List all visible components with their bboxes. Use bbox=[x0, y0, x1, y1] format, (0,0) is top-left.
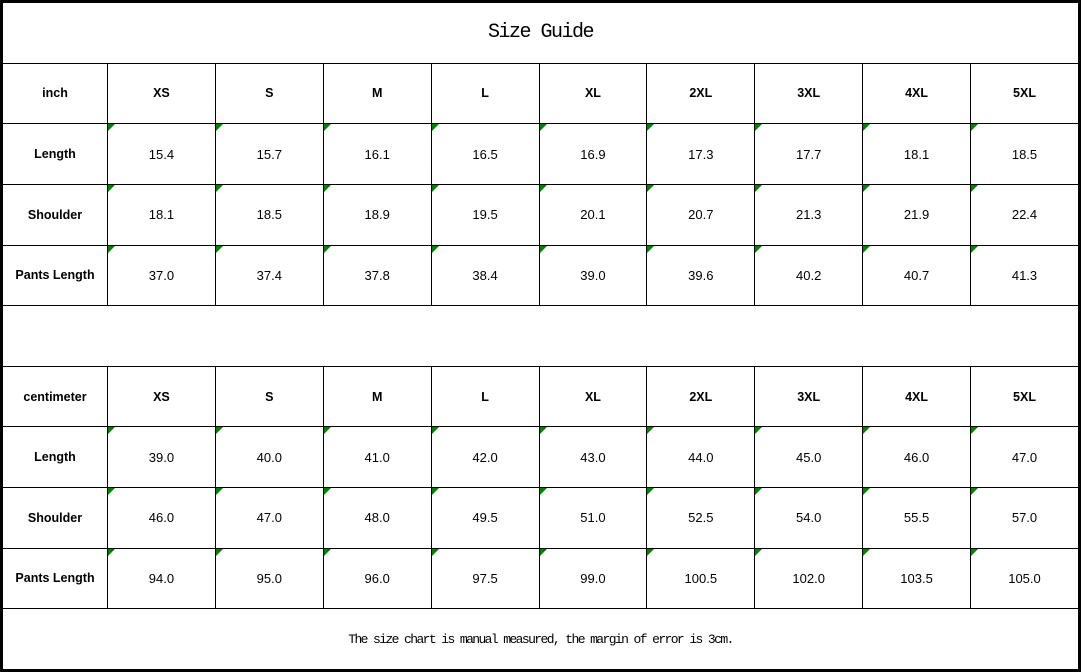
measurement-row bbox=[3, 184, 1079, 245]
green-corner-marker-icon bbox=[432, 549, 439, 556]
size-header-cell: 3XL bbox=[755, 366, 863, 427]
green-corner-marker-icon bbox=[863, 488, 870, 495]
measurement-value-cell bbox=[108, 488, 216, 549]
green-corner-marker-icon bbox=[324, 246, 331, 253]
measurement-value-cell bbox=[863, 548, 971, 609]
measurement-value: 18.5 bbox=[256, 207, 282, 223]
size-header-cell: 5XL bbox=[971, 366, 1079, 427]
measurement-value-cell bbox=[108, 548, 216, 609]
green-corner-marker-icon bbox=[324, 124, 331, 131]
size-header-cell: 2XL bbox=[647, 366, 755, 427]
green-corner-marker-icon bbox=[216, 185, 223, 192]
size-header-cell: 3XL bbox=[755, 63, 863, 124]
measurement-value-cell bbox=[863, 245, 971, 306]
measurement-value: 51.0 bbox=[580, 510, 606, 526]
green-corner-marker-icon bbox=[324, 549, 331, 556]
measurement-value-cell bbox=[431, 427, 539, 488]
measurement-value: 21.3 bbox=[796, 207, 822, 223]
measurement-value-cell bbox=[539, 124, 647, 185]
green-corner-marker-icon bbox=[755, 124, 762, 131]
measurement-value-cell bbox=[323, 184, 431, 245]
measurement-value-cell bbox=[971, 548, 1079, 609]
size-header-cell: M bbox=[323, 63, 431, 124]
size-header-cell: 2XL bbox=[647, 63, 755, 124]
measurement-value: 102.0 bbox=[792, 570, 825, 586]
measurement-value-cell bbox=[971, 488, 1079, 549]
green-corner-marker-icon bbox=[216, 427, 223, 434]
measurement-value: 99.0 bbox=[580, 570, 606, 586]
size-header-cell: S bbox=[215, 63, 323, 124]
green-corner-marker-icon bbox=[755, 488, 762, 495]
measurement-value-cell bbox=[431, 184, 539, 245]
measurement-value-cell bbox=[863, 184, 971, 245]
measurement-value: 18.1 bbox=[148, 207, 175, 223]
green-corner-marker-icon bbox=[108, 549, 115, 556]
measurement-value-cell bbox=[323, 488, 431, 549]
measurement-row bbox=[3, 124, 1079, 185]
measurement-value: 40.7 bbox=[903, 267, 930, 283]
measurement-value-cell bbox=[323, 548, 431, 609]
green-corner-marker-icon bbox=[216, 549, 223, 556]
measurement-row bbox=[3, 548, 1079, 609]
measurement-value: 37.0 bbox=[148, 267, 175, 283]
size-header-cell: XS bbox=[108, 366, 216, 427]
measurement-value-cell bbox=[431, 124, 539, 185]
row-label-cell: Length bbox=[3, 124, 108, 185]
green-corner-marker-icon bbox=[108, 246, 115, 253]
measurement-value-cell bbox=[647, 427, 755, 488]
row-label-cell: Shoulder bbox=[3, 488, 108, 549]
measurement-value: 52.5 bbox=[688, 510, 714, 526]
measurement-value: 20.7 bbox=[688, 207, 714, 223]
green-corner-marker-icon bbox=[540, 185, 547, 192]
green-corner-marker-icon bbox=[324, 488, 331, 495]
measurement-value-cell bbox=[108, 245, 216, 306]
measurement-value: 46.0 bbox=[903, 449, 930, 465]
measurement-value: 18.5 bbox=[1011, 146, 1038, 162]
footer-note: The size chart is manual measured, the margin of error is 3cm. bbox=[3, 609, 1079, 670]
green-corner-marker-icon bbox=[540, 488, 547, 495]
green-corner-marker-icon bbox=[108, 185, 115, 192]
measurement-value-cell bbox=[539, 245, 647, 306]
measurement-value: 47.0 bbox=[1011, 449, 1038, 465]
measurement-value: 41.0 bbox=[364, 449, 390, 465]
green-corner-marker-icon bbox=[540, 124, 547, 131]
measurement-value: 46.0 bbox=[148, 510, 175, 526]
green-corner-marker-icon bbox=[971, 549, 978, 556]
green-corner-marker-icon bbox=[971, 246, 978, 253]
size-header-cell: XL bbox=[539, 63, 647, 124]
size-header-cell: S bbox=[215, 366, 323, 427]
green-corner-marker-icon bbox=[755, 185, 762, 192]
measurement-value: 54.0 bbox=[796, 510, 822, 526]
measurement-value-cell bbox=[755, 427, 863, 488]
measurement-value-cell bbox=[863, 427, 971, 488]
green-corner-marker-icon bbox=[432, 427, 439, 434]
green-corner-marker-icon bbox=[108, 488, 115, 495]
size-header-cell: M bbox=[323, 366, 431, 427]
green-corner-marker-icon bbox=[971, 124, 978, 131]
green-corner-marker-icon bbox=[863, 549, 870, 556]
green-corner-marker-icon bbox=[108, 124, 115, 131]
measurement-value-cell bbox=[215, 548, 323, 609]
measurement-value-cell bbox=[647, 124, 755, 185]
green-corner-marker-icon bbox=[432, 124, 439, 131]
green-corner-marker-icon bbox=[216, 124, 223, 131]
green-corner-marker-icon bbox=[540, 427, 547, 434]
green-corner-marker-icon bbox=[540, 246, 547, 253]
measurement-value: 44.0 bbox=[688, 449, 714, 465]
measurement-value-cell bbox=[431, 488, 539, 549]
measurement-value: 100.5 bbox=[684, 570, 718, 586]
green-corner-marker-icon bbox=[647, 549, 654, 556]
measurement-value-cell bbox=[108, 427, 216, 488]
green-corner-marker-icon bbox=[971, 185, 978, 192]
green-corner-marker-icon bbox=[108, 427, 115, 434]
measurement-value-cell bbox=[647, 488, 755, 549]
measurement-value: 39.0 bbox=[580, 267, 606, 283]
measurement-value: 16.9 bbox=[580, 146, 606, 162]
measurement-value-cell bbox=[215, 184, 323, 245]
measurement-value: 48.0 bbox=[364, 510, 390, 526]
measurement-value-cell bbox=[539, 184, 647, 245]
measurement-value-cell bbox=[539, 488, 647, 549]
measurement-value-cell bbox=[431, 245, 539, 306]
measurement-value: 97.5 bbox=[472, 570, 498, 586]
green-corner-marker-icon bbox=[863, 124, 870, 131]
measurement-value-cell bbox=[215, 427, 323, 488]
green-corner-marker-icon bbox=[432, 246, 439, 253]
measurement-row bbox=[3, 427, 1079, 488]
measurement-value: 95.0 bbox=[256, 570, 282, 586]
measurement-value: 41.3 bbox=[1011, 267, 1038, 283]
green-corner-marker-icon bbox=[647, 124, 654, 131]
measurement-value-cell bbox=[539, 548, 647, 609]
measurement-value-cell bbox=[971, 184, 1079, 245]
measurement-value-cell bbox=[647, 548, 755, 609]
measurement-value: 39.6 bbox=[688, 267, 714, 283]
measurement-value-cell bbox=[971, 245, 1079, 306]
measurement-value-cell bbox=[755, 184, 863, 245]
measurement-row bbox=[3, 488, 1079, 549]
measurement-value: 19.5 bbox=[472, 207, 498, 223]
measurement-value-cell bbox=[108, 124, 216, 185]
measurement-value-cell bbox=[215, 488, 323, 549]
measurement-value: 49.5 bbox=[472, 510, 498, 526]
footer-row bbox=[3, 609, 1079, 670]
green-corner-marker-icon bbox=[324, 185, 331, 192]
measurement-value-cell bbox=[108, 184, 216, 245]
measurement-value: 55.5 bbox=[903, 510, 930, 526]
green-corner-marker-icon bbox=[216, 488, 223, 495]
green-corner-marker-icon bbox=[647, 246, 654, 253]
size-header-row bbox=[3, 366, 1079, 427]
size-header-cell: XS bbox=[108, 63, 216, 124]
measurement-value: 37.8 bbox=[364, 267, 390, 283]
measurement-value-cell bbox=[863, 488, 971, 549]
measurement-value: 38.4 bbox=[472, 267, 498, 283]
measurement-value: 16.1 bbox=[364, 146, 390, 162]
spacer-cell bbox=[3, 306, 1079, 367]
green-corner-marker-icon bbox=[432, 185, 439, 192]
green-corner-marker-icon bbox=[755, 427, 762, 434]
green-corner-marker-icon bbox=[324, 427, 331, 434]
measurement-value-cell bbox=[647, 245, 755, 306]
green-corner-marker-icon bbox=[647, 488, 654, 495]
page-title: Size Guide bbox=[3, 3, 1079, 64]
green-corner-marker-icon bbox=[755, 246, 762, 253]
green-corner-marker-icon bbox=[863, 246, 870, 253]
row-label-cell: Shoulder bbox=[3, 184, 108, 245]
measurement-value: 94.0 bbox=[148, 570, 175, 586]
measurement-value: 39.0 bbox=[148, 449, 175, 465]
measurement-row bbox=[3, 245, 1079, 306]
measurement-value: 103.5 bbox=[900, 570, 933, 586]
row-label-cell: Pants Length bbox=[3, 548, 108, 609]
green-corner-marker-icon bbox=[216, 246, 223, 253]
green-corner-marker-icon bbox=[432, 488, 439, 495]
green-corner-marker-icon bbox=[971, 488, 978, 495]
measurement-value-cell bbox=[431, 548, 539, 609]
measurement-value: 18.1 bbox=[903, 146, 930, 162]
measurement-value-cell bbox=[647, 184, 755, 245]
measurement-value: 21.9 bbox=[903, 207, 930, 223]
measurement-value: 16.5 bbox=[472, 146, 498, 162]
green-corner-marker-icon bbox=[863, 185, 870, 192]
measurement-value: 57.0 bbox=[1011, 510, 1038, 526]
title-row bbox=[3, 3, 1079, 64]
measurement-value: 45.0 bbox=[796, 449, 822, 465]
green-corner-marker-icon bbox=[971, 427, 978, 434]
measurement-value-cell bbox=[755, 245, 863, 306]
measurement-value-cell bbox=[755, 124, 863, 185]
measurement-value: 42.0 bbox=[472, 449, 498, 465]
size-header-cell: 4XL bbox=[863, 63, 971, 124]
measurement-value: 15.7 bbox=[256, 146, 282, 162]
row-label-cell: Pants Length bbox=[3, 245, 108, 306]
green-corner-marker-icon bbox=[647, 427, 654, 434]
measurement-value: 43.0 bbox=[580, 449, 606, 465]
size-header-row bbox=[3, 63, 1079, 124]
size-header-cell: 4XL bbox=[863, 366, 971, 427]
measurement-value: 105.0 bbox=[1008, 570, 1041, 586]
measurement-value: 15.4 bbox=[148, 146, 175, 162]
size-header-cell: XL bbox=[539, 366, 647, 427]
measurement-value-cell bbox=[323, 124, 431, 185]
row-label-cell: Length bbox=[3, 427, 108, 488]
size-header-cell: 5XL bbox=[971, 63, 1079, 124]
measurement-value: 40.2 bbox=[796, 267, 822, 283]
measurement-value: 20.1 bbox=[580, 207, 606, 223]
measurement-value-cell bbox=[971, 427, 1079, 488]
measurement-value-cell bbox=[755, 488, 863, 549]
measurement-value: 17.7 bbox=[796, 146, 822, 162]
measurement-value: 17.3 bbox=[688, 146, 714, 162]
measurement-value-cell bbox=[215, 124, 323, 185]
measurement-value-cell bbox=[863, 124, 971, 185]
measurement-value: 18.9 bbox=[364, 207, 390, 223]
measurement-value-cell bbox=[323, 427, 431, 488]
measurement-value: 40.0 bbox=[256, 449, 282, 465]
green-corner-marker-icon bbox=[863, 427, 870, 434]
spacer-row bbox=[3, 306, 1079, 367]
size-header-cell: L bbox=[431, 63, 539, 124]
unit-header-cell: inch bbox=[3, 63, 108, 124]
green-corner-marker-icon bbox=[540, 549, 547, 556]
measurement-value: 47.0 bbox=[256, 510, 282, 526]
measurement-value: 22.4 bbox=[1011, 207, 1038, 223]
size-header-cell: L bbox=[431, 366, 539, 427]
measurement-value-cell bbox=[971, 124, 1079, 185]
measurement-value-cell bbox=[215, 245, 323, 306]
green-corner-marker-icon bbox=[755, 549, 762, 556]
measurement-value-cell bbox=[755, 548, 863, 609]
measurement-value: 96.0 bbox=[364, 570, 390, 586]
measurement-value: 37.4 bbox=[256, 267, 282, 283]
measurement-value-cell bbox=[323, 245, 431, 306]
size-guide-table bbox=[2, 2, 1079, 670]
measurement-value-cell bbox=[539, 427, 647, 488]
green-corner-marker-icon bbox=[647, 185, 654, 192]
unit-header-cell: centimeter bbox=[3, 366, 108, 427]
